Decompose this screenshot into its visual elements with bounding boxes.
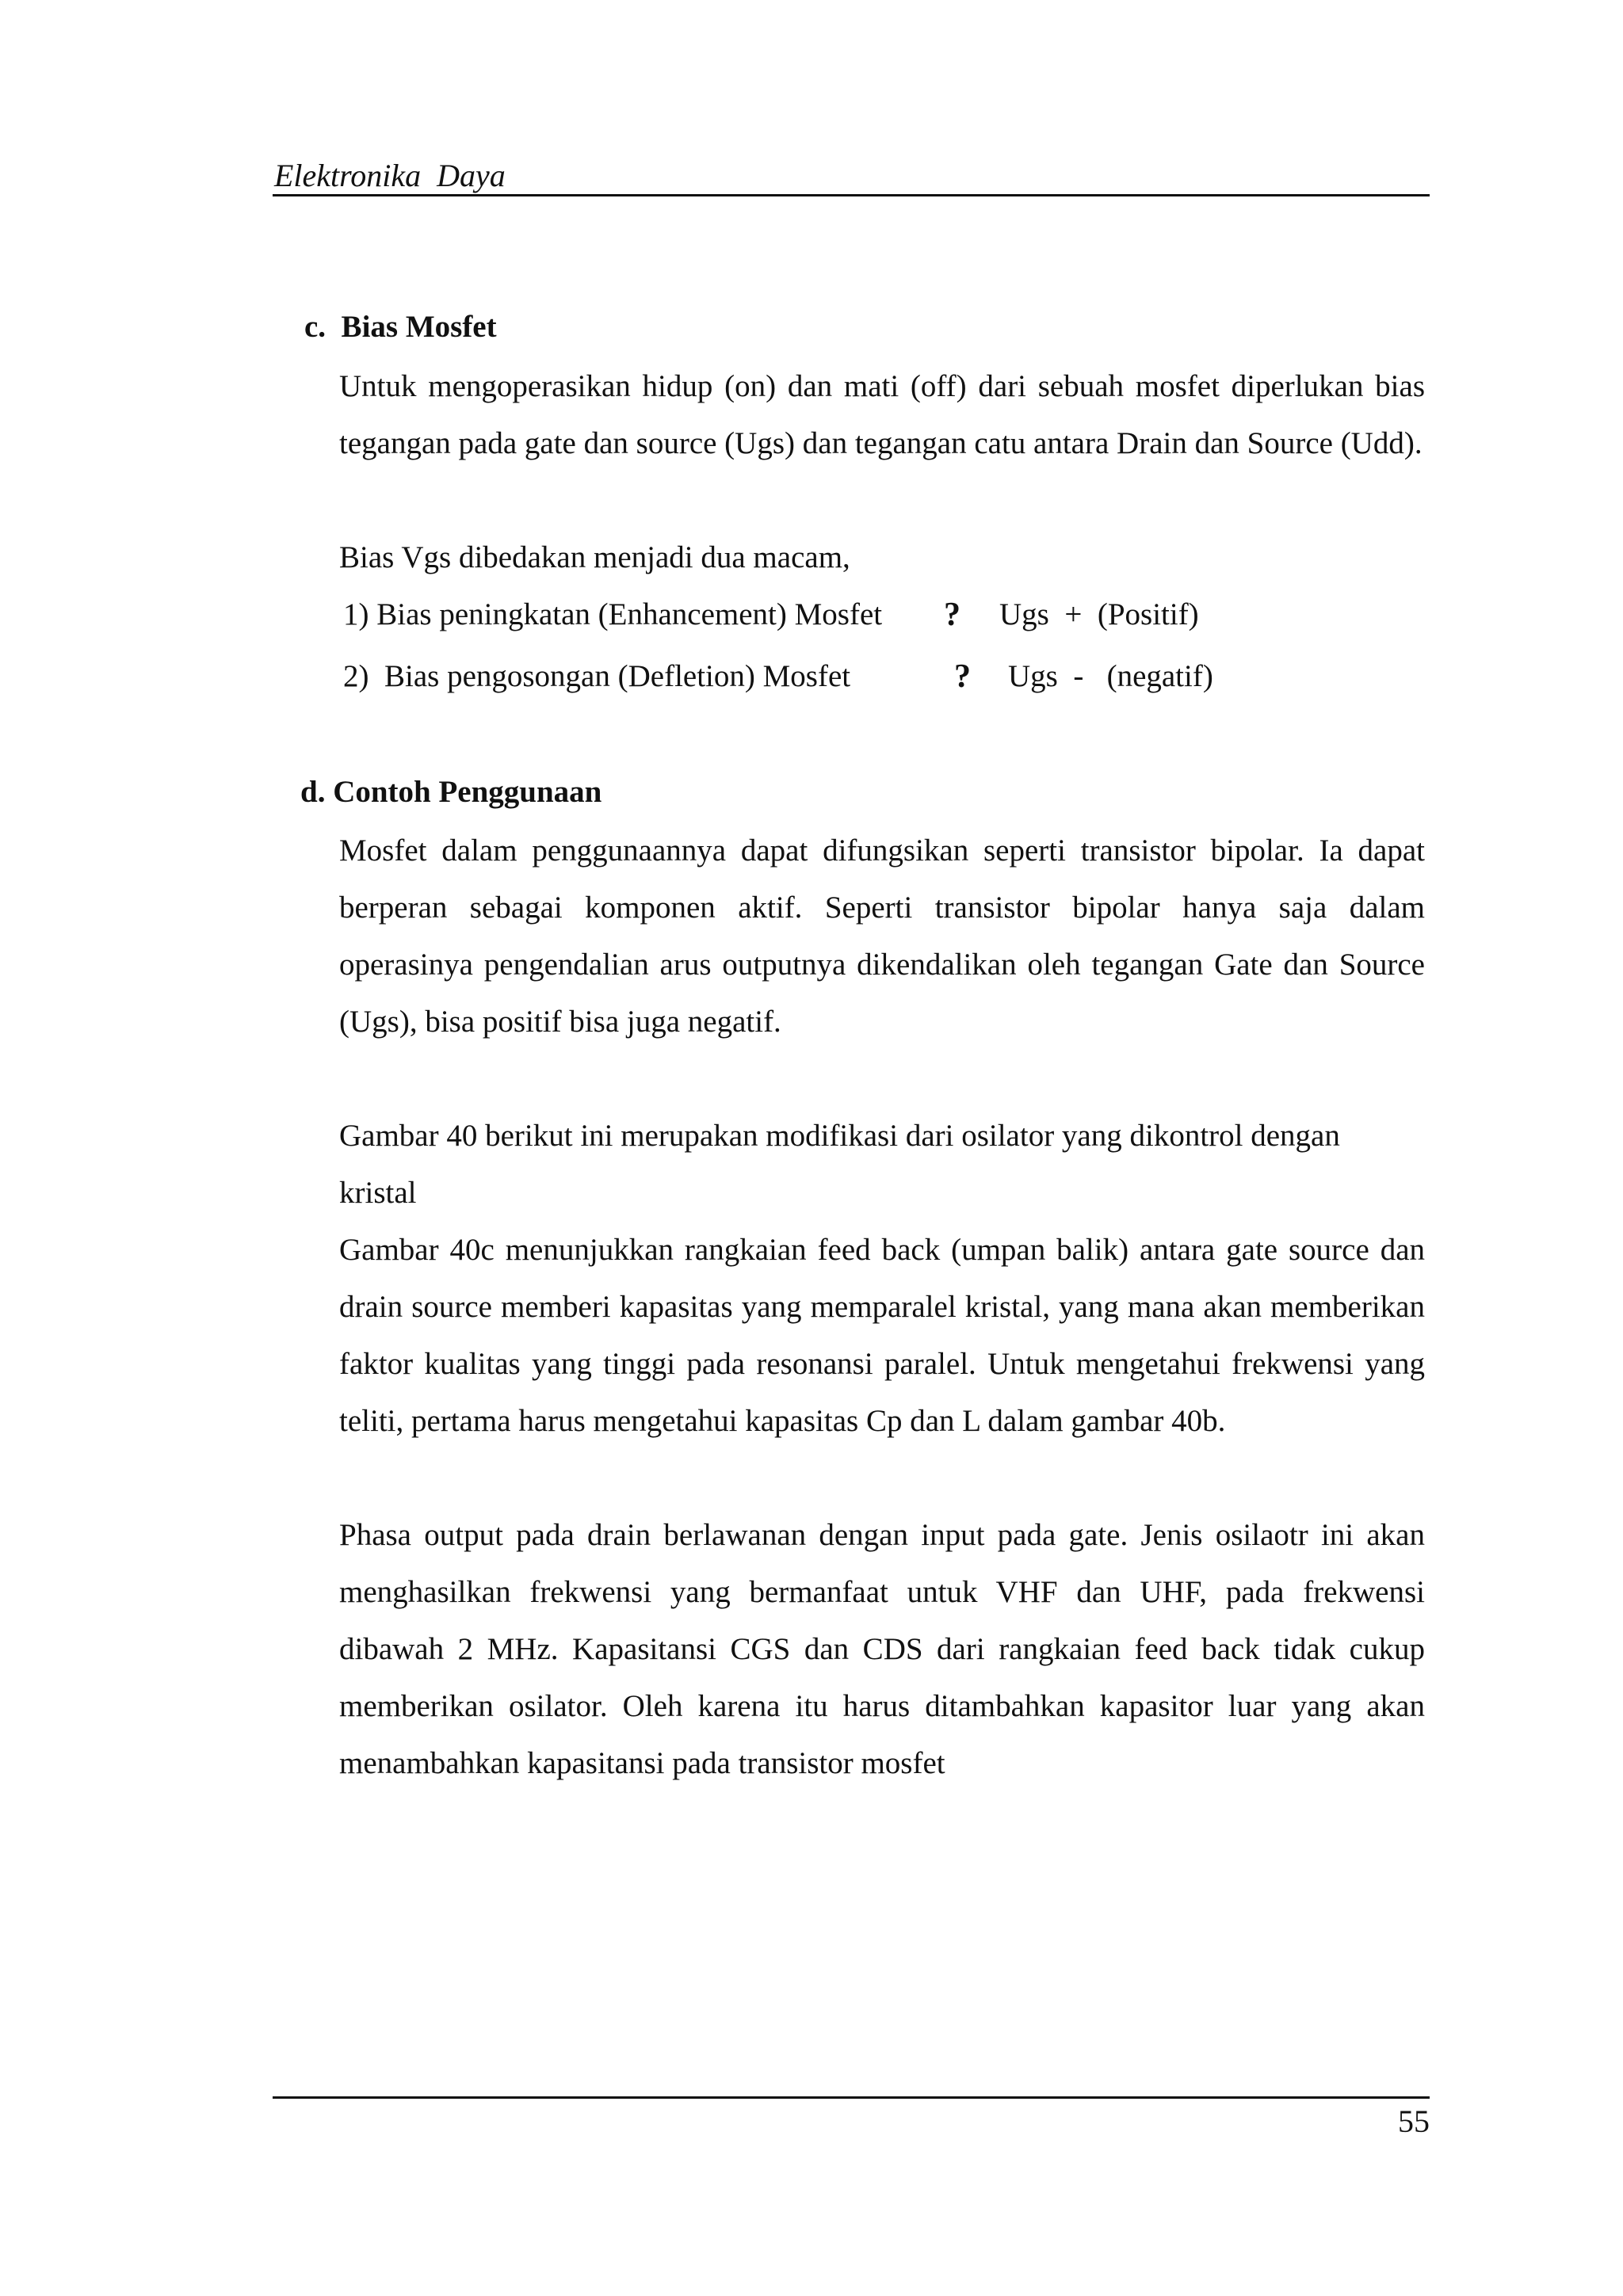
section-c-text: Untuk mengoperasikan hidup (on) dan mati (off) dari sebuah mosfet diperlukan bias tegangan pada gate dan source (Ugs) dan tegangan catu antara Drain dan Source (Udd). [339,369,1425,460]
body-p3-text: Phasa output pada drain berlawanan dengan input pada gate. Jenis osilaotr ini akan menghasilkan frekwensi yang bermanfaat untuk VHF dan UHF, pada frekwensi dibawah 2 MHz. Kapasitansi CGS dan CDS dari rangkaian feed back tidak cukup memberikan osilator. Oleh karena itu harus ditambahkan kapasitor luar yang akan menambahkan kapasitansi pada transistor mosfet [339,1518,1425,1780]
footer-rule [273,2096,1430,2099]
page-number: 55 [1398,2103,1430,2139]
bias-item-label: 1) Bias peningkatan (Enhancement) Mosfet [343,597,883,631]
section-c-paragraph [339,358,1425,472]
arrow-glyph: ? [944,597,960,633]
section-c-heading: c. Bias Mosfet [304,310,497,344]
body-p1-line2: kristal [339,1176,417,1210]
body-paragraph-3 [339,1507,1425,1792]
section-d-paragraph [339,822,1425,1051]
bias-item-label: 2) Bias pengosongan (Defletion) Mosfet [343,659,851,693]
body-paragraph-1 [339,1108,1425,1222]
arrow-glyph: ? [954,658,971,695]
body-p2-text: Gambar 40c menunjukkan rangkaian feed back (umpan balik) antara gate source dan drain source memberi kapasitas yang memparalel kristal, yang mana akan memberikan faktor kualitas yang tinggi pada resonansi paralel. Untuk mengetahui frekwensi yang teliti, pertama harus mengetahui kapasitas Cp dan L dalam gambar 40b. [339,1233,1425,1438]
running-header: Elektronika Daya [274,158,506,193]
section-c-intro-text: Bias Vgs dibedakan menjadi dua macam, [339,540,850,574]
section-c-intro [339,529,1425,586]
header-rule [273,194,1430,196]
bias-item-value: Ugs + (Positif) [999,597,1199,631]
body-p1-line1: Gambar 40 berikut ini merupakan modifikasi dari osilator yang dikontrol dengan [339,1119,1340,1153]
section-d-text: Mosfet dalam penggunaannya dapat difungsikan seperti transistor bipolar. Ia dapat berperan sebagai komponen aktif. Seperti transistor bipolar hanya saja dalam operasinya pengendalian arus outputnya dikendalikan oleh tegangan Gate dan Source (Ugs), bisa positif bisa juga negatif. [339,833,1425,1039]
bias-item-value: Ugs - (negatif) [1008,659,1213,693]
section-d-heading: d. Contoh Penggunaan [300,775,602,809]
body-paragraph-2 [339,1222,1425,1450]
